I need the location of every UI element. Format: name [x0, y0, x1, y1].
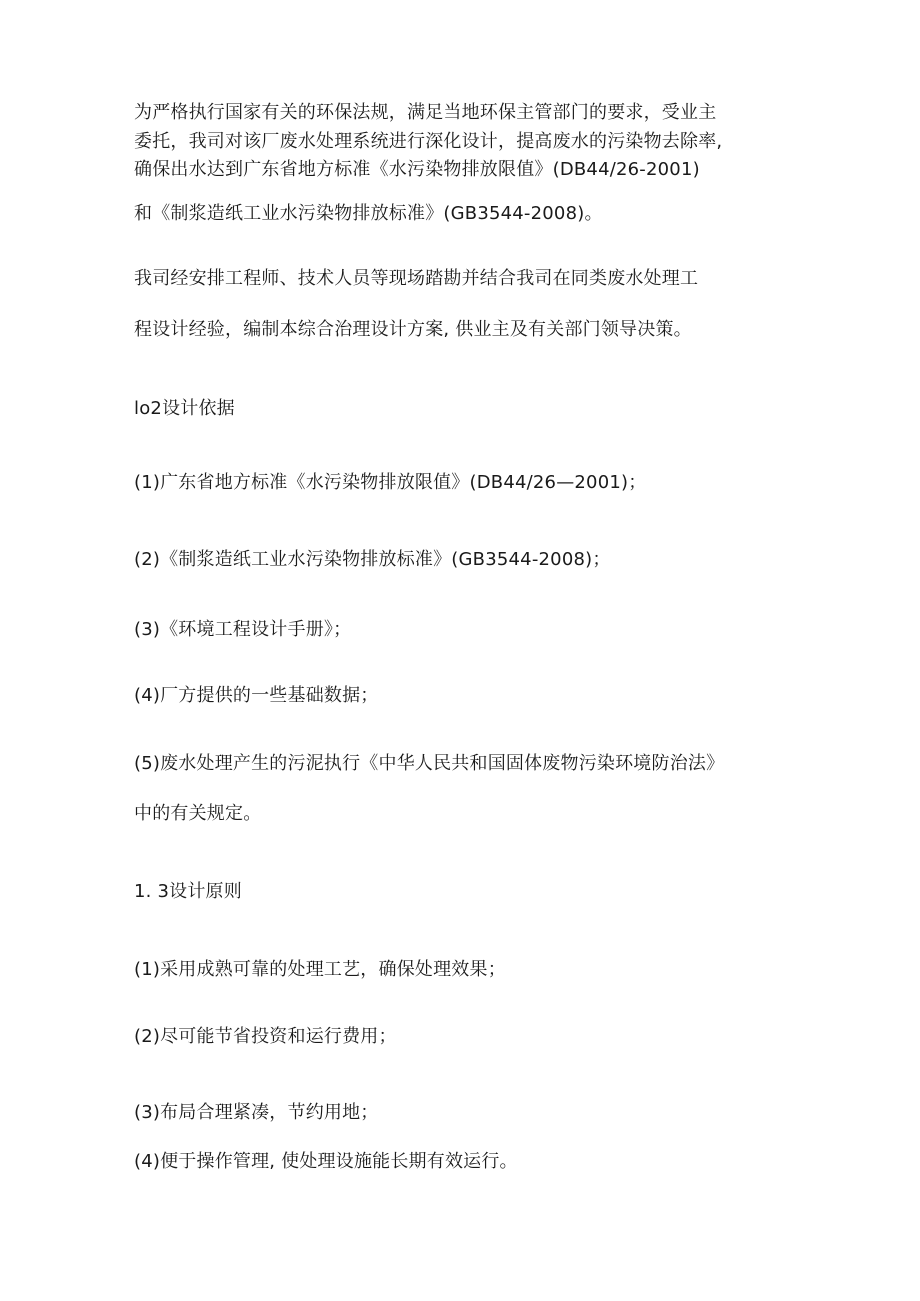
principle-item-3: (3)布局合理紧凑，节约用地； — [134, 1102, 379, 1123]
section-heading-principles: 1. 3设计原则 — [134, 881, 242, 902]
intro-line-2: 委托，我司对该厂废水处理系统进行深化设计，提高废水的污染物去除率, — [134, 131, 723, 152]
basis-item-5: (5)废水处理产生的污泥执行《中华人民共和国固体废物污染环境防治法》 — [134, 753, 725, 774]
survey-line-2: 程设计经验，编制本综合治理设计方案, 供业主及有关部门领导决策。 — [134, 319, 692, 340]
principle-item-1: (1)采用成熟可靠的处理工艺，确保处理效果； — [134, 959, 506, 980]
basis-item-2: (2)《制浆造纸工业水污染物排放标准》(GB3544-2008)； — [134, 549, 611, 570]
principle-item-4: (4)便于操作管理, 使处理设施能长期有效运行。 — [134, 1151, 518, 1172]
basis-item-3: (3)《环境工程设计手册》； — [134, 619, 352, 640]
basis-item-5-cont: 中的有关规定。 — [134, 803, 262, 824]
intro-line-3: 确保出水达到广东省地方标准《水污染物排放限值》(DB44/26-2001) — [134, 159, 700, 180]
basis-item-4: (4)厂方提供的一些基础数据； — [134, 685, 379, 706]
principle-item-2: (2)尽可能节省投资和运行费用； — [134, 1026, 397, 1047]
intro-line-1: 为严格执行国家有关的环保法规，满足当地环保主管部门的要求，受业主 — [134, 102, 717, 123]
survey-line-1: 我司经安排工程师、技术人员等现场踏勘并结合我司在同类废水处理工 — [134, 268, 699, 289]
intro-line-4: 和《制浆造纸工业水污染物排放标准》(GB3544-2008)。 — [134, 203, 603, 224]
section-heading-basis: lo2设计依据 — [134, 398, 235, 419]
basis-item-1: (1)广东省地方标准《水污染物排放限值》(DB44/26—2001)； — [134, 472, 647, 493]
